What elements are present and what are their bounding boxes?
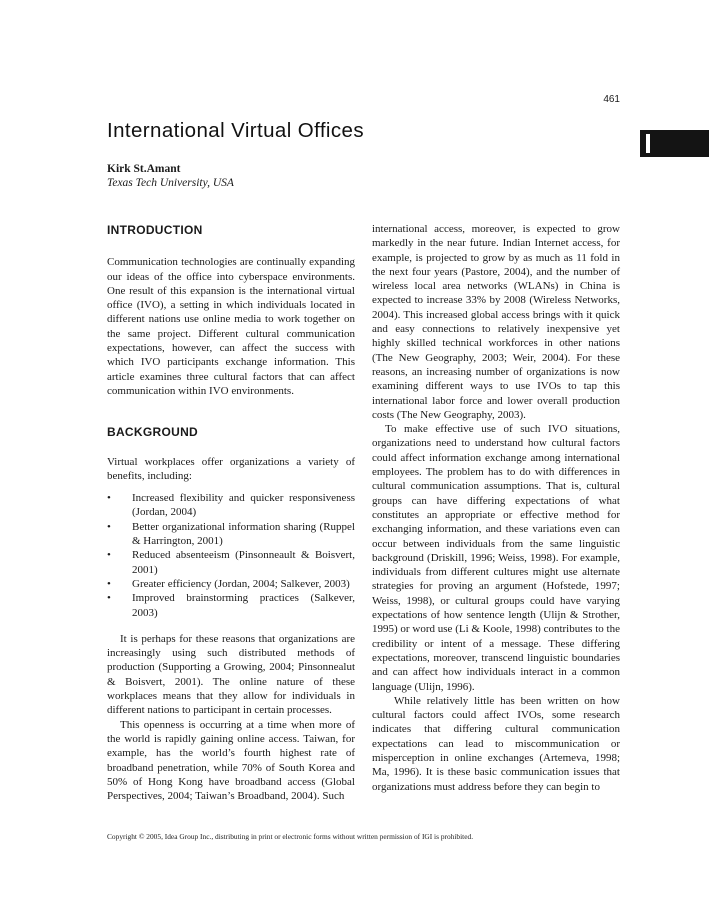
list-item: [107, 577, 355, 591]
author-affiliation: Texas Tech University, USA: [107, 177, 234, 189]
list-item-text: Reduced absenteeism (Pinsonneault & Boisvert, 2001): [132, 549, 355, 576]
left-column: [107, 223, 355, 803]
list-item-text: Increased flexibility and quicker responsiveness (Jordan, 2004): [132, 492, 355, 519]
introduction-heading: INTRODUCTION: [107, 223, 203, 237]
page-number: 461: [603, 94, 620, 105]
copyright-footer: Copyright © 2005, Idea Group Inc., distributing in print or electronic forms without written permission of IGI is prohibited.: [107, 832, 474, 841]
list-item-text: Better organizational information sharing (Ruppel & Harrington, 2001): [132, 520, 355, 548]
background-paragraph-1: It is perhaps for these reasons that organizations are increasingly using such distributed methods of production (Supporting a Growing, 2004; Pinsonnealut & Boisvert, 2001). The online nature of these workplaces means that they allow for individuals in different nations to participant in certain processes.: [107, 632, 355, 717]
bullet-icon: •: [107, 492, 111, 505]
list-item: [107, 591, 355, 620]
background-paragraph-2: This openness is occurring at a time when more of the world is rapidly gaining online access. Taiwan, for example, has the world’s fourth highest rate of broadband penetration, while 70% of South Korea and 50% of Hong Kong have broadband access (Global Perspectives, 2004; Taiwan’s Broadband, 2004). Such: [107, 718, 355, 803]
author-name: Kirk St.Amant: [107, 163, 181, 175]
bullet-icon: •: [107, 592, 111, 605]
introduction-paragraph: Communication technologies are continually expanding our ideas of the office into cyberspace environments. One result of this expansion is the international virtual office (IVO), a setting in which individuals located in different nations use online media to work together on the same project. Different cultural communication expectations, however, can affect the success with which IVO participants exchange information. This article examines three cultural factors that can affect communication within IVO environments.: [107, 256, 355, 397]
bullet-icon: •: [107, 549, 111, 562]
thumb-tab-letter-mark: [646, 134, 650, 153]
section-thumb-tab: [640, 130, 709, 157]
right-column: [372, 222, 620, 794]
body-paragraph: While relatively little has been written on how cultural factors could affect IVOs, some research indicates that differing cultural communication expectations can lead to miscommunication or misperception in online exchanges (Artemeva, 1998; Ma, 1996). It is these basic communication issues that organizations must address before they can begin to: [372, 694, 620, 793]
background-section: [107, 425, 355, 803]
list-item: [107, 520, 355, 549]
body-paragraph: international access, moreover, is expected to grow markedly in the near future. Indian Internet access, for example, is projected to grow by as much as 11 fold in the next four years (Pastore, 2004), and the number of wireless local area networks (WLANs) in China is expected to increase 33% by 2008 (Wireless Networks, 2004). This increased global access brings with it quick and easy connections to relatively inexpensive yet highly skilled technical workforces in other nations (The New Geography, 2003; Weir, 2004). For these reasons, an increasing number of organizations is now examining different ways to use IVOs to tap this international labor force and lower overall production costs (The New Geography, 2003).: [372, 223, 620, 421]
list-item-text: Improved brainstorming practices (Salkever, 2003): [132, 592, 355, 619]
body-paragraph: To make effective use of such IVO situations, organizations need to understand how cultural factors could affect information exchange among international employees. The problem has to do with differences in cultural communication assumptions. That is, cultural groups can have differing expectations of what constitutes an appropriate or effective method for exchanging information, and these variations even can occur between individuals from the same linguistic background (Driskill, 1996; Weiss, 1998). For example, individuals from different cultures might use alternate strategies for proving an argument (Hofstede, 1997; Weiss, 1998), or cultural groups could have varying expectations of how sentence length (Ulijn & Strother, 1995) or word use (Li & Koole, 1998) contributes to the credibility or intent of a message. These differing expectations, moreover, transcend linguistic boundaries and can affect how individuals interact in a common language (Ulijn, 1996).: [372, 423, 620, 693]
introduction-section: [107, 223, 355, 398]
article-title: International Virtual Offices: [107, 119, 364, 142]
bullet-icon: •: [107, 577, 111, 590]
list-item-text: Greater efficiency (Jordan, 2004; Salkever, 2003): [132, 577, 350, 590]
background-heading: BACKGROUND: [107, 425, 198, 440]
benefits-list: [107, 491, 355, 620]
list-item: [107, 548, 355, 577]
bullet-icon: •: [107, 520, 111, 533]
list-item: [107, 491, 355, 520]
background-lead: Virtual workplaces offer organizations a variety of benefits, including:: [107, 455, 355, 482]
